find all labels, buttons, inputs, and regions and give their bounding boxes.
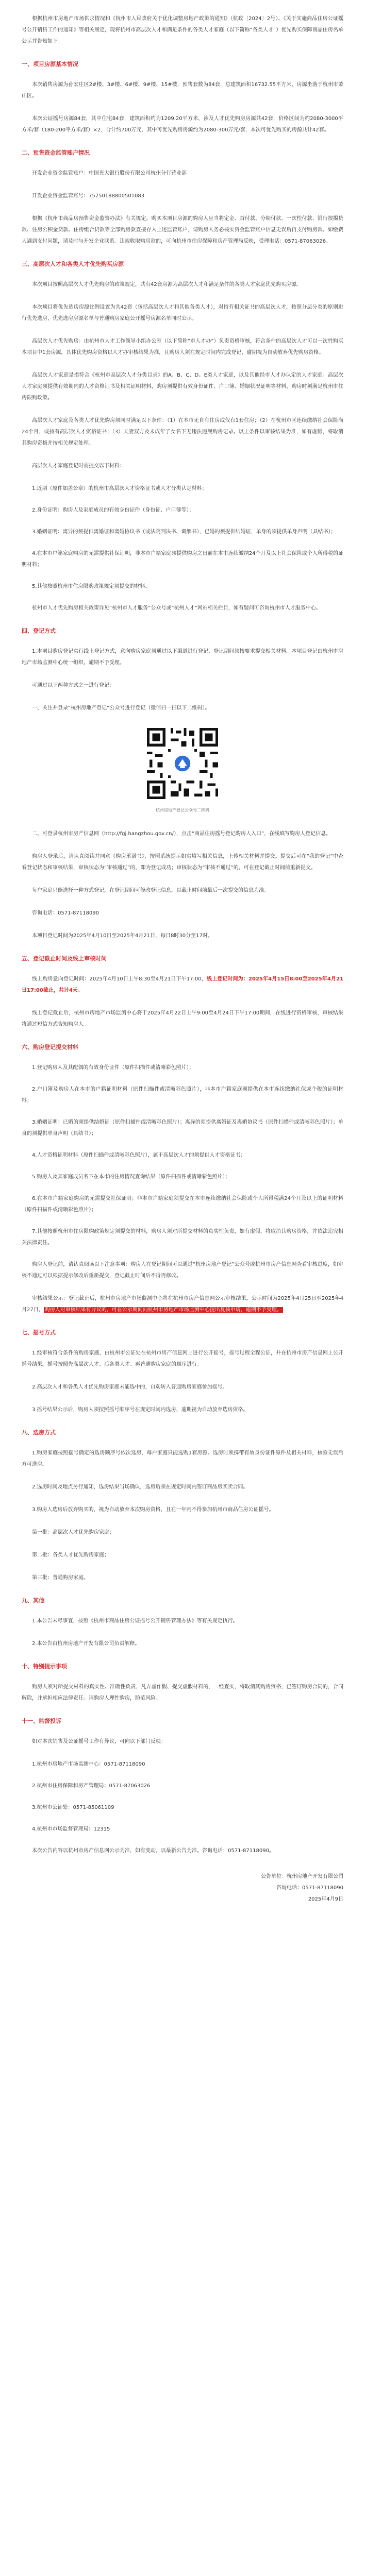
s4-paragraph-1: 1.本项目购房登记实行线上登记方式，意向购房家庭须通过以下渠道进行登记，登记期间须按要求提交相关材料。本项目登记由杭州市房地产市场监测中心统一组织，逾期不予受理。 <box>22 649 343 666</box>
s6-text: 审核结果公示：登记截止后，杭州市房地产市场监测中心将在杭州市房产信息网公示审核结果，公示时间为2025年4月25日至2025年4月27日， <box>22 1296 343 1313</box>
signature-phone: 咨询电话：0571-87118090 <box>276 1885 343 1891</box>
section-heading-9: 九、其他 <box>22 1597 44 1604</box>
s3-paragraph-5: 高层次人才家庭及各类人才优先购房须同时满足以下条件：（1）在本市无自有住房或仅有1套住房；（2）在杭州市区连续缴纳社会保险满24个月，或持有高层次人才资格证书；（3）夫妻双方及未成年子女名下无违法违规购房记录。以上条件以审核结果为准，如有虚假，将取消其购房资格并按相关规定处理。 <box>22 418 343 446</box>
s9-paragraph-2: 2.本公告由杭州房地产开发有限公司负责解释。 <box>32 1641 140 1647</box>
s9-paragraph-1: 1.本公告未尽事宜，按照《杭州市商品住房公证摇号公开销售管理办法》等有关规定执行。 <box>32 1618 238 1624</box>
s11-paragraph-1: 如对本次销售及公证摇号工作有异议，可向以下部门反映： <box>32 1739 166 1744</box>
s6-list-item: 4.人才资格证明材料（原件扫描件或清晰彩色照片），属于高层次人才的须提供人才资格证书； <box>32 1153 246 1158</box>
signature-company: 公告单位：杭州房地产开发有限公司 <box>261 1874 343 1879</box>
s8-batch-2: 第二批：各类人才优先购房家庭； <box>32 1552 109 1558</box>
section-heading-11: 十一、监督投诉 <box>22 1718 61 1724</box>
s4-paragraph-3: 一、关注并登录“杭州房地产登记”公众号进行登记（微信扫一扫以下二维码）。 <box>32 705 210 711</box>
s4-paragraph-6: 每户家庭只能选择一种方式登记，在登记期间可修改登记信息，以截止时间前最后一次提交的信息为准。 <box>32 888 269 893</box>
s3-list-item: 4.在本市户籍家庭购房的无需提供社保证明，非本市户籍家庭须提供购房之日前在本市连续缴纳24个月及以上社会保险或个人所得税的证明材料； <box>22 551 343 568</box>
s3-paragraph-4: 高层次人才家庭是指符合《杭州市高层次人才分类目录》的A、B、C、D、E类人才家庭，以及其他经市人才办认定的人才家庭。高层次人才家庭须提供有效期内的人才资格证书及相关证明材料，购房须提供有效身份证件、户口簿、婚姻状况证明等材料，购房时须满足杭州市住房限购政策。 <box>22 372 343 401</box>
section-heading-2: 二、预售资金监管账户情况 <box>22 149 90 156</box>
s7-paragraph-3: 3.摇号结果公示后，购房人须按照摇号顺序号在规定时间内选房，逾期视为自动放弃选房资格。 <box>32 1407 248 1413</box>
s8-paragraph-3: 3.购房人选房后放弃购买的，视为自动放弃本次购房资格，且在一年内不得参加杭州市商品住房公证摇号。 <box>32 1507 274 1513</box>
s6-list-item: 1.登记购房人及其配偶的有效身份证件（原件扫描件或清晰彩色照片）； <box>32 1065 194 1071</box>
s11-contact-item: 1.杭州市房地产市场监测中心：0571-87118090 <box>32 1761 145 1767</box>
s5-paragraph-2: 线上登记截止后，杭州市房地产市场监测中心将于2025年4月22日上午9:00至4月24日下午17:00期间，在线进行资格审核，审核结果将通过短信方式告知购房人。 <box>22 1010 343 1027</box>
s6-highlight-text: 购房人对审核结果有异议的，可在公示期间向杭州市房地产市场监测中心提出复核申请，逾期不予受理。 <box>44 1307 282 1313</box>
s3-list-item: 2.身份证明：购房人及家庭成员的有效身份证件（身份证、户口簿等）； <box>32 507 194 513</box>
section-heading-4: 四、登记方式 <box>22 628 56 634</box>
s6-list-item: 3.婚姻证明：已婚的须提供结婚证（原件扫描件或清晰彩色照片）；离异的须提供离婚证及离婚协议书（原件扫描件或清晰彩色照片）；单身的须提供单身声明（具结书）； <box>22 1120 343 1137</box>
qr-code-container <box>22 725 343 802</box>
s3-paragraph-7: 杭州市人才优先购房相关政策详见“杭州市人才服务”公众号或“杭州人才”网站相关栏目，如有疑问可咨询杭州市人才服务中心。 <box>32 605 321 611</box>
s8-paragraph-2: 2.选房时间及地点另行通知，选房结果当场确认，选房后须在规定时间内签订商品房买卖合同。 <box>32 1484 248 1490</box>
s2-paragraph: 根据《杭州市商品房预售资金监管办法》有关规定，购买本项目房源的购房人应当将定金、首付款、分期付款、一次性付款、银行按揭贷款、住房公积金贷款、住房组合贷款等全部购房款直接存入上述监管账户，请购房人务必核实资金监管账户信息无误后再支付购房款。如缴费人遇到支付问题，请及时与开发企业联系。违规收取购房款的，可向杭州市住房保障和房产管理局反映，受理电话：0571-87063026。 <box>22 216 343 244</box>
s3-list-item: 5.其他按照杭州市住房限购政策规定须提交的材料。 <box>32 584 151 589</box>
s5-text: 线上购房意向登记时间：2025年4月10日上午8:30至4月21日下午17:00， <box>32 976 207 982</box>
intro-paragraph: 根据杭州市房地产市场供求情况和《杭州市人民政府关于优化调整房地产政策的通知》（杭政〔2024〕2号）、《关于实施商品住房公证摇号公开销售工作的通知》等相关规定，现将杭州市高层次人才和满足条件的各类人才家庭（以下简称“各类人才”）优先购买保障商品住房名单公示并告知如下： <box>22 16 343 44</box>
s8-batch-3: 第三批：普通购房家庭。 <box>32 1575 89 1581</box>
s6-paragraph-2 <box>22 1293 343 1316</box>
s6-paragraph-1: 购房人登记前，请认真阅读以下注意事项：购房人在登记期间可以通过“杭州房地产登记”公众号或杭州市房产信息网查看审核进度，如审核不通过可以根据提示修改后重新提交，登记截止时间后不得再修改。 <box>22 1262 343 1279</box>
s7-paragraph-2: 2.高层次人才和各类人才优先购房家庭未能选中的，自动转入普通购房家庭参加摇号。 <box>32 1384 228 1390</box>
section-heading-1: 一、项目房源基本情况 <box>22 61 78 67</box>
s1-paragraph-1: 本次销售房源为孙宏庄区2#楼、3#楼、6#楼、9#楼、15#楼，预售套数为84套，总建筑面积16732.55平方米，房源坐落于杭州市萧山区。 <box>22 82 343 99</box>
s5-deadline-emphasis: 线上登记时间为：2025年4月15日8:00至2025年4月21日17:00截止，共计4天。 <box>22 976 343 993</box>
s3-list-item: 3.婚姻证明：离异的须提供离婚证和离婚协议书（或法院判决书、调解书），已婚的须提供结婚证，单身的须提供单身声明（具结书）； <box>32 529 336 535</box>
s4-paragraph-4: 二、可登录杭州市房产信息网（http://fgj.hangzhou.gov.cn/），点击“商品住房摇号登记购房人入口”，在线填写购房人登记信息。 <box>32 831 331 837</box>
section-heading-10: 十、特别提示事项 <box>22 1663 67 1670</box>
section-heading-8: 八、选房方式 <box>22 1429 56 1436</box>
s3-list-item: 1.近期（原件加盖公章）的杭州市高层次人才资格证书或人才分类认定材料； <box>32 486 207 492</box>
s5-paragraph-1 <box>22 974 343 996</box>
section-heading-5: 五、登记截止时间及线上审核时间 <box>22 955 107 962</box>
section-heading-6: 六、购房登记提交材料 <box>22 1044 78 1050</box>
s6-list-item: 5.购房人及其家庭成员名下在本市的住房情况查询结果（原件扫描件或清晰彩色照片）； <box>32 1174 230 1180</box>
section-heading-3: 三、高层次人才和各类人才优先购买房源 <box>22 261 124 267</box>
s3-paragraph-2: 本次项目将优先选房房源比例设置为共42套（包括高层次人才和其他各类人才），对持有相关证书的高层次人才，按照分层分类的原则进行优先选房，优先选房房源名单与普通购房家庭公开摇号房源名单同时公示。 <box>22 304 343 321</box>
s1-paragraph-2: 本次公证摇号房源84套，其中住宅84套，建筑面积约为1209.20平方米，涉及人才优先购房房源共42套，价格区间为约2080-3000平方米/套（180-200平方米/套）×2，合计约700万元，其中可优先购房房源约为2080-300万元/套，本次可优先购买的房源共计42套。 <box>22 116 343 133</box>
qr-code-icon[interactable] <box>144 725 221 802</box>
s8-batch-1: 第一批：高层次人才优先购房家庭； <box>32 1530 114 1535</box>
section-heading-7: 七、摇号方式 <box>22 1329 56 1336</box>
s3-paragraph-1: 本次项目按照高层次人才优先购房的政策规定，共有42套房源为高层次人才和满足条件的各类人才家庭优先购买房源。 <box>32 282 302 287</box>
s3-paragraph-3: 高层次人才优先购房：由杭州市人才工作领导小组办公室（以下简称“市人才办”）负责资格审核，符合条件的高层次人才可以一次性购买本项目中1套房源，具体优先购房资格以人才办审核结果为准，且购房人须在规定时间内完成登记，逾期视为自动放弃优先购房资格。 <box>22 338 343 355</box>
signature-date: 2025年4月9日 <box>308 1896 343 1902</box>
s7-paragraph-1: 1.经审核符合条件的购房家庭，由杭州市公证处在杭州市房产信息网上进行公开摇号，摇号过程全程公证，并在杭州市房产信息网上公开摇号结果。摇号按照先高层次人才、后各类人才、再普通购房家庭的顺序进行。 <box>22 1350 343 1367</box>
s2-bank: 开发企业资金监管账户：中国光大银行股份有限公司杭州分行营业部 <box>32 171 187 176</box>
s4-contact-phone: 咨询电话：0571-87118090 <box>32 910 99 916</box>
s6-list-item: 2.户口簿及购房人在本市的户籍证明材料（原件扫描件或清晰彩色照片），非本市户籍家庭须提供在本市连续缴纳社保或个税的证明材料； <box>22 1087 343 1104</box>
s4-paragraph-2: 可通过以下两种方式之一进行登记： <box>32 683 114 688</box>
s11-contact-item: 4.杭州市市场监督管理局：12315 <box>32 1826 110 1832</box>
s4-paragraph-8: 本项目登记时间为2025年4月10日至2025年4月21日，每日8时30分至17时。 <box>32 933 213 939</box>
s8-paragraph-1: 1.购房家庭按照摇号确定的选房顺序号依次选房，每户家庭只能选购1套房源。选房时须携带有效身份证件原件及相关材料，核验无误后方可选房。 <box>22 1450 343 1467</box>
s2-account: 开发企业资金监管账号：75750188800501083 <box>32 193 145 199</box>
s11-contact-item: 3.杭州市公证处：0571-85061109 <box>32 1805 114 1810</box>
s11-contact-item: 2.杭州市住房保障和房产管理局：0571-87063026 <box>32 1783 151 1789</box>
s11-paragraph-2: 本次公告内容以杭州市房产信息网公示为准，如有变动，以最新公告为准。咨询电话：0571-87118090。 <box>32 1848 274 1854</box>
s10-paragraph-1: 购房人须对所提交材料的真实性、准确性负责，凡弄虚作假、提交虚假材料的，一经查实，将取消其购房资格，已签订购房合同的，合同解除，并承担相应法律责任。请购房人理性购房，防范风险。 <box>22 1684 343 1701</box>
s6-list-item: 6.在本市户籍家庭购房的无需提交社保证明；非本市户籍家庭须提交在本市连续缴纳社会保险或个人所得税满24个月及以上的证明材料（原件扫描件或清晰彩色照片）； <box>22 1196 343 1213</box>
qr-caption: 杭州房地产登记公众号二维码 <box>156 808 209 812</box>
s3-paragraph-6: 高层次人才家庭登记时需提交以下材料： <box>32 463 125 469</box>
s4-paragraph-5: 购房人登录后，请认真阅读并同意《购房承诺书》，按照系统提示如实填写相关信息，上传相关材料并提交。提交后可在“我的登记”中查看登记状态和审核结果，审核状态为“审核通过”的，即为登记成功；审核状态为“审核不通过”的，可在登记截止时间前重新提交。 <box>22 854 343 871</box>
s6-list-item: 7.其他按照杭州市住房限购政策规定须提交的材料，购房人须对所提交材料的真实性负责，如有虚假，将取消其购房资格，并依法追究相关法律责任。 <box>22 1229 343 1246</box>
